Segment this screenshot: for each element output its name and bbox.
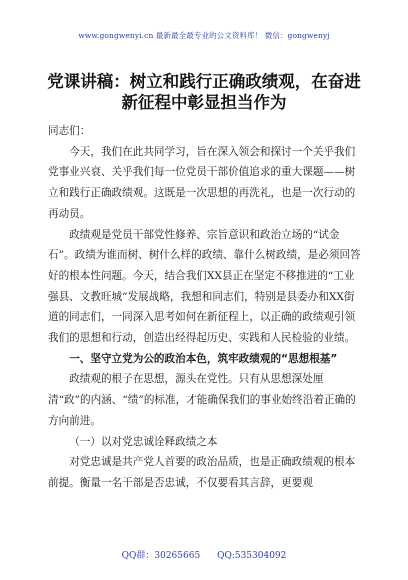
salutation: 同志们： — [48, 125, 91, 137]
qq-group-label: QQ群：30265665 — [121, 551, 201, 561]
paragraph: 政绩观的根子在思想，源头在党性。只有从思想深处厘清“政”的内涵、“绩”的标准，才能确保我们的事业始终沿着正确的方向前进。 — [48, 373, 356, 427]
site-footer — [0, 548, 408, 561]
subsection-heading: （一）以对党忠诚诠释政绩之本 — [69, 435, 218, 448]
paragraph: 今天，我们在此共同学习，旨在深入领会和探讨一个关乎我们党事业兴衰、关乎我们每一位党员干部价值追求的重大课题——树立和践行正确政绩观。这既是一次思想的再洗礼，也是一次行动的再动员。 — [48, 145, 356, 220]
section-heading: 一、坚守立党为公的政治本色，筑牢政绩观的“思想根基” — [69, 352, 338, 365]
paragraph: 政绩观是党员干部党性修养、宗旨意识和政治立场的“试金石”。政绩为谁而树、树什么样的政绩、靠什么树政绩，是必须回答好的根本性问题。今天，结合我们XX县正在坚定不移推进的“工业强县、文教旺城”发展战略，我想和同志们，特别是县委办和XX街道的同志们，一同深入思考如何在新征程上，以正确的政绩观引领我们的思想和行动，创造出经得起历史、实践和人民检验的业绩。 — [48, 228, 361, 345]
document-title: 党课讲稿：树立和践行正确政绩观，在奋进新征程中彰显担当作为 — [47, 72, 361, 112]
paragraph: 对党忠诚是共产党人首要的政治品质，也是正确政绩观的根本前提。衡量一名干部是否忠诚，不仅要看其言辞，更要观 — [48, 456, 356, 489]
site-header: www.gongwenyi.cn 最新最全最专业的公文资料库！ 微信：gongwenyj — [78, 31, 330, 40]
document-body — [48, 121, 364, 494]
qq-label: QQ:535304092 — [217, 551, 287, 561]
